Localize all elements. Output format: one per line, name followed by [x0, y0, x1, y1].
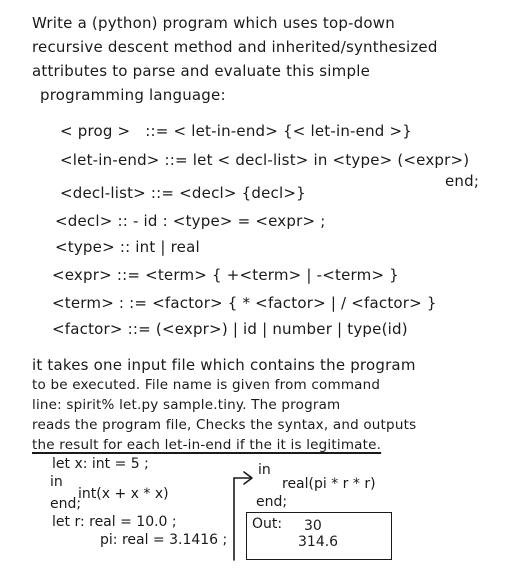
- grammar-rule-type: <type> :: int | real: [55, 238, 200, 256]
- grammar-rule-term: <term> : := <factor> { * <factor> | / <factor> }: [52, 294, 437, 312]
- sample-left-line-5: let r: real = 10.0 ;: [52, 514, 177, 530]
- sample-left-line-4: end;: [50, 496, 82, 512]
- intro-line-1: Write a (python) program which uses top-down: [32, 14, 395, 32]
- intro-line-4: programming language:: [40, 86, 226, 104]
- grammar-rule-decl: <decl> :: - id : <type> = <expr> ;: [55, 212, 326, 230]
- grammar-rule-decl-list: <decl-list> ::= <decl> {decl>}: [60, 184, 306, 202]
- grammar-rule-prog: < prog > ::= < let-in-end> {< let-in-end >}: [60, 122, 412, 140]
- sample-right-line-2: real(pi * r * r): [282, 476, 376, 492]
- output-label: Out:: [252, 516, 283, 532]
- output-value-1: 30: [304, 518, 322, 534]
- description-line-3: line: spirit% let.py sample.tiny. The program: [32, 397, 341, 413]
- grammar-rule-let-in-end: <let-in-end> ::= let < decl-list> in <type> (<expr>): [60, 151, 470, 169]
- sample-right-line-3: end;: [256, 494, 288, 510]
- intro-line-3: attributes to parse and evaluate this simple: [32, 62, 371, 80]
- description-line-2: to be executed. File name is given from command: [32, 377, 381, 393]
- output-value-2: 314.6: [298, 534, 339, 550]
- sample-left-line-6: pi: real = 3.1416 ;: [100, 532, 228, 548]
- sample-left-line-2: in: [50, 474, 63, 490]
- description-line-4: reads the program file, Checks the syntax, and outputs: [32, 417, 417, 433]
- grammar-rule-expr: <expr> ::= <term> { +<term> | -<term> }: [52, 266, 399, 284]
- intro-line-2: recursive descent method and inherited/synthesized: [32, 38, 438, 56]
- grammar-rule-end: end;: [445, 172, 480, 190]
- sample-right-line-1: in: [258, 462, 271, 478]
- description-line-1: it takes one input file which contains the program: [32, 356, 416, 374]
- description-line-5: the result for each let-in-end if the it is legitimate.: [32, 437, 382, 453]
- sample-left-line-3: int(x + x * x): [78, 486, 169, 502]
- sample-left-line-1: let x: int = 5 ;: [52, 456, 149, 472]
- grammar-rule-factor: <factor> ::= (<expr>) | id | number | type(id): [52, 320, 408, 338]
